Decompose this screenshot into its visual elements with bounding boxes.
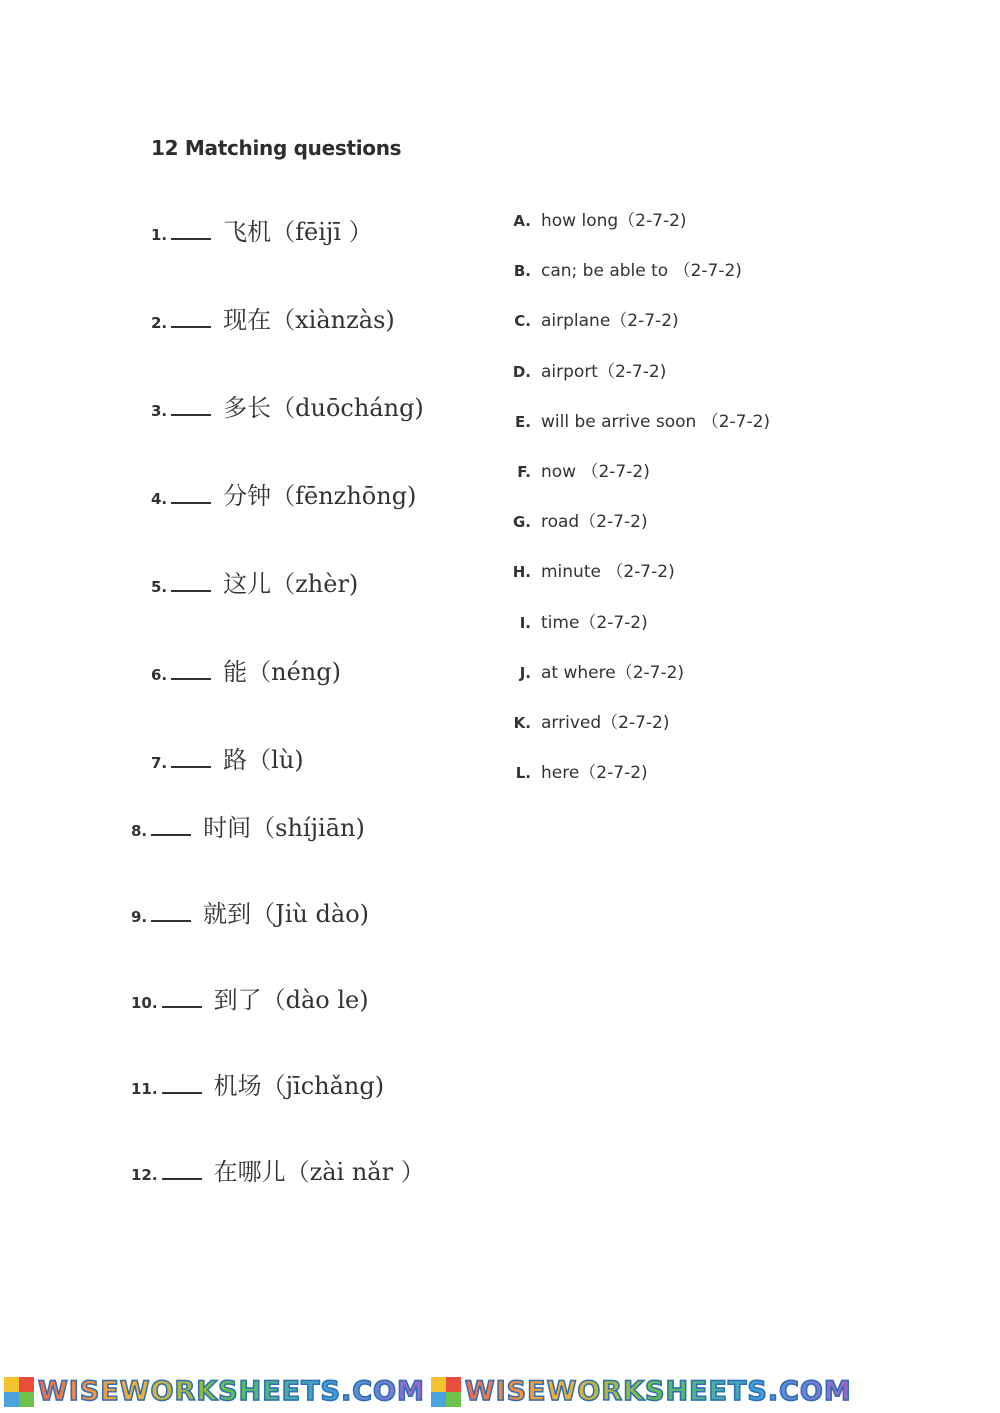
answer-option-b[interactable]: [505, 256, 742, 281]
wise-logo-icon: [4, 1377, 34, 1407]
question-term: 到了（dào le): [213, 986, 369, 1014]
answer-option-c[interactable]: [505, 306, 679, 331]
answer-blank[interactable]: [171, 752, 211, 768]
question-number: 5.: [151, 578, 168, 596]
question-number: 12.: [131, 1166, 158, 1184]
answer-option-k[interactable]: [505, 708, 669, 733]
option-text: arrived（2-7-2): [541, 713, 670, 733]
question-number: 8.: [131, 822, 148, 840]
watermark-text: WISEWORKSHEETS.COM: [464, 1376, 852, 1407]
footer-watermark: [0, 1370, 1000, 1413]
answer-option-e[interactable]: [505, 407, 770, 432]
answer-option-l[interactable]: [505, 758, 648, 783]
watermark-block: [431, 1376, 852, 1407]
answer-blank[interactable]: [171, 576, 211, 592]
question-4: [151, 476, 416, 511]
option-letter: I.: [519, 614, 531, 632]
answer-blank[interactable]: [171, 400, 211, 416]
option-letter: G.: [512, 513, 531, 531]
option-text: airport（2-7-2): [541, 362, 667, 382]
option-letter: J.: [519, 664, 531, 682]
question-number: 2.: [151, 314, 168, 332]
option-text: how long（2-7-2): [541, 211, 687, 231]
question-term: 多长（duōcháng): [223, 394, 424, 422]
answer-blank[interactable]: [151, 906, 191, 922]
watermark-block: [4, 1376, 425, 1407]
answer-option-d[interactable]: [505, 357, 666, 382]
option-text: road（2-7-2): [541, 512, 648, 532]
question-6: [151, 652, 341, 687]
watermark-text: WISEWORKSHEETS.COM: [38, 1376, 425, 1407]
question-12: [131, 1152, 425, 1187]
option-text: time（2-7-2): [541, 613, 648, 633]
question-term: 就到（Jiù dào): [203, 900, 370, 928]
option-letter: B.: [513, 262, 531, 280]
question-5: [151, 564, 358, 599]
question-9: [131, 894, 369, 929]
option-letter: E.: [515, 413, 531, 431]
answer-option-g[interactable]: [505, 507, 648, 532]
option-text: at where（2-7-2): [541, 663, 685, 683]
question-number: 4.: [151, 490, 168, 508]
option-text: can; be able to （2-7-2): [541, 261, 742, 281]
answer-blank[interactable]: [171, 488, 211, 504]
answer-option-j[interactable]: [505, 658, 684, 683]
question-number: 1.: [151, 226, 168, 244]
answer-blank[interactable]: [162, 1164, 202, 1180]
question-number: 10.: [131, 994, 158, 1012]
option-letter: D.: [512, 363, 531, 381]
option-letter: A.: [513, 212, 531, 230]
question-1: [151, 212, 373, 247]
question-term: 这儿（zhèr): [223, 570, 359, 598]
option-text: will be arrive soon （2-7-2): [541, 412, 771, 432]
answer-blank[interactable]: [162, 992, 202, 1008]
option-letter: K.: [513, 714, 531, 732]
question-term: 路（lù): [223, 746, 304, 774]
question-number: 11.: [131, 1080, 158, 1098]
question-2: [151, 300, 395, 335]
question-term: 现在（xiànzàs): [223, 306, 395, 334]
answer-option-f[interactable]: [505, 457, 650, 482]
wise-logo-icon: [431, 1377, 461, 1407]
question-term: 时间（shíjiān): [203, 814, 365, 842]
answer-blank[interactable]: [171, 664, 211, 680]
question-number: 6.: [151, 666, 168, 684]
question-number: 7.: [151, 754, 168, 772]
option-text: airplane（2-7-2): [541, 311, 679, 331]
answer-option-h[interactable]: [505, 557, 675, 582]
option-text: minute （2-7-2): [541, 562, 675, 582]
question-term: 机场（jīchǎng): [213, 1072, 385, 1100]
question-number: 9.: [131, 908, 148, 926]
answer-blank[interactable]: [151, 820, 191, 836]
option-letter: L.: [515, 764, 531, 782]
answer-blank[interactable]: [171, 224, 211, 240]
option-text: here（2-7-2): [541, 763, 648, 783]
option-letter: H.: [512, 563, 531, 581]
worksheet-title: 12 Matching questions: [151, 136, 402, 160]
question-8: [131, 808, 365, 843]
answer-option-i[interactable]: [505, 608, 648, 633]
question-10: [131, 980, 369, 1015]
answer-option-a[interactable]: [505, 206, 687, 231]
question-term: 分钟（fēnzhōng): [223, 482, 417, 510]
question-number: 3.: [151, 402, 168, 420]
question-term: 能（néng): [223, 658, 341, 686]
question-term: 在哪儿（zài nǎr ）: [213, 1158, 425, 1186]
question-11: [131, 1066, 384, 1101]
answer-blank[interactable]: [171, 312, 211, 328]
question-term: 飞机（fēijī ）: [223, 218, 373, 246]
answer-blank[interactable]: [162, 1078, 202, 1094]
question-7: [151, 740, 304, 775]
option-letter: F.: [517, 463, 531, 481]
option-text: now （2-7-2): [541, 462, 650, 482]
question-3: [151, 388, 424, 423]
option-letter: C.: [514, 312, 531, 330]
